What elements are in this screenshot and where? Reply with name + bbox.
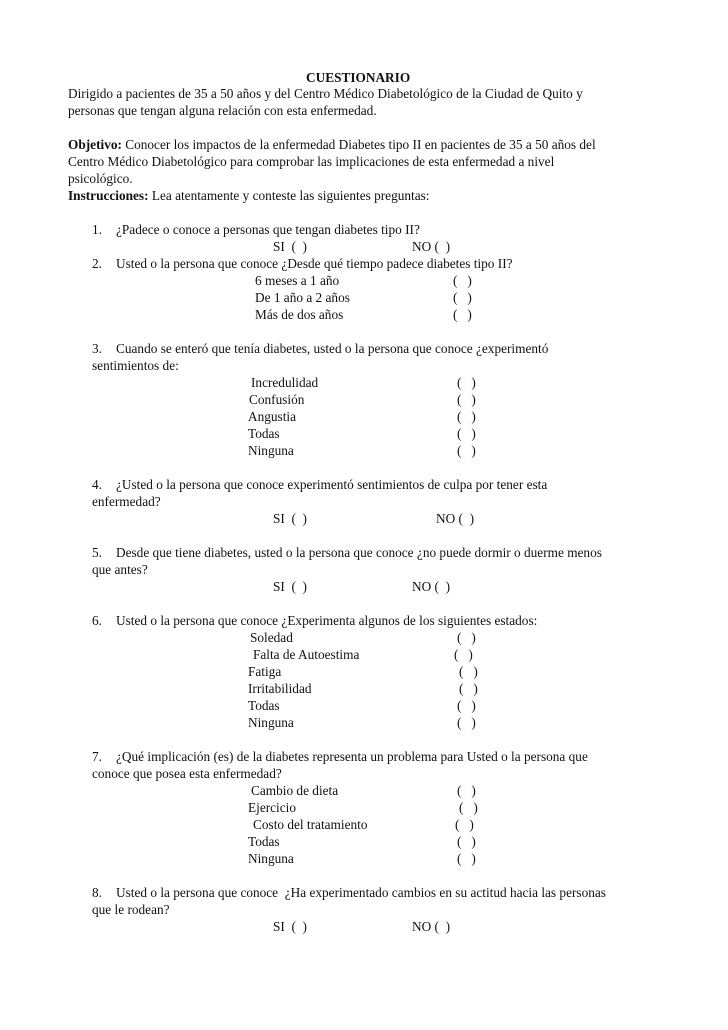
answer-si[interactable]: SI ( ) [273, 919, 307, 934]
option-label: Irritabilidad [248, 681, 312, 696]
question-3 [92, 341, 548, 357]
option-label: Todas [248, 698, 280, 713]
answer-no[interactable]: NO ( ) [412, 239, 451, 254]
question-text-cont: enfermedad? [92, 494, 161, 509]
option-checkbox[interactable]: ( ) [457, 409, 476, 424]
question-text-cont: que le rodean? [92, 902, 170, 917]
option-label: Costo del tratamiento [253, 817, 368, 832]
instructions-text: Lea atentamente y conteste las siguientes preguntas: [148, 188, 430, 203]
option-checkbox[interactable]: ( ) [457, 375, 476, 390]
question-1 [92, 222, 420, 238]
option-label: Falta de Autoestima [253, 647, 360, 662]
question-number: 7. [92, 749, 102, 764]
option-label: Ejercicio [248, 800, 296, 815]
option-label: Angustia [248, 409, 297, 424]
question-text-cont: conoce que posea esta enfermedad? [92, 766, 282, 781]
objective-line: Centro Médico Diabetológico para comprobar las implicaciones de esta enfermedad a nivel [68, 154, 555, 169]
question-text: ¿Qué implicación (es) de la diabetes representa un problema para Usted o la persona que [116, 749, 588, 764]
option-checkbox[interactable]: ( ) [453, 273, 472, 288]
question-number: 8. [92, 885, 102, 900]
question-text: Cuando se enteró que tenía diabetes, usted o la persona que conoce ¿experimentó [116, 341, 549, 356]
question-text: Usted o la persona que conoce ¿Ha experimentado cambios en su actitud hacia las personas [116, 885, 606, 900]
option-checkbox[interactable]: ( ) [457, 851, 476, 866]
question-number: 6. [92, 613, 102, 628]
question-7 [92, 749, 588, 765]
option-label: Ninguna [248, 443, 294, 458]
answer-si[interactable]: SI ( ) [273, 239, 307, 254]
option-checkbox[interactable]: ( ) [453, 290, 472, 305]
option-label: Confusión [249, 392, 305, 407]
objective-line: psicológico. [68, 171, 133, 186]
option-checkbox[interactable]: ( ) [455, 817, 474, 832]
option-checkbox[interactable]: ( ) [457, 392, 476, 407]
option-label: Ninguna [248, 851, 294, 866]
question-text: Usted o la persona que conoce ¿Desde qué tiempo padece diabetes tipo II? [116, 256, 513, 271]
instructions-label: Instrucciones: [68, 188, 149, 203]
question-8 [92, 885, 606, 901]
option-label: Fatiga [248, 664, 282, 679]
question-text: ¿Usted o la persona que conoce experimentó sentimientos de culpa por tener esta [116, 477, 548, 492]
option-label: Cambio de dieta [251, 783, 339, 798]
option-label: Todas [248, 426, 280, 441]
answer-no[interactable]: NO ( ) [412, 919, 451, 934]
option-checkbox[interactable]: ( ) [457, 834, 476, 849]
option-label: De 1 año a 2 años [255, 290, 350, 305]
question-text-cont: que antes? [92, 562, 148, 577]
question-number: 2. [92, 256, 102, 271]
objective-line [68, 137, 596, 153]
objective-label: Objetivo: [68, 137, 122, 152]
option-checkbox[interactable]: ( ) [457, 698, 476, 713]
option-label: Soledad [250, 630, 293, 645]
question-text: ¿Padece o conoce a personas que tengan diabetes tipo II? [116, 222, 420, 237]
option-checkbox[interactable]: ( ) [454, 647, 473, 662]
question-4 [92, 477, 547, 493]
option-checkbox[interactable]: ( ) [453, 307, 472, 322]
option-label: Incredulidad [251, 375, 319, 390]
option-checkbox[interactable]: ( ) [457, 783, 476, 798]
option-checkbox[interactable]: ( ) [457, 630, 476, 645]
instructions-line [68, 188, 430, 204]
intro-line: personas que tengan alguna relación con esta enfermedad. [68, 103, 377, 118]
question-number: 5. [92, 545, 102, 560]
answer-si[interactable]: SI ( ) [273, 511, 307, 526]
page-title: CUESTIONARIO [306, 70, 411, 85]
option-label: 6 meses a 1 año [255, 273, 340, 288]
question-text-cont: sentimientos de: [92, 358, 179, 373]
option-label: Ninguna [248, 715, 294, 730]
option-checkbox[interactable]: ( ) [457, 715, 476, 730]
answer-no[interactable]: NO ( ) [436, 511, 475, 526]
option-label: Más de dos años [255, 307, 344, 322]
option-checkbox[interactable]: ( ) [459, 800, 478, 815]
question-number: 3. [92, 341, 102, 356]
option-checkbox[interactable]: ( ) [457, 443, 476, 458]
option-checkbox[interactable]: ( ) [459, 681, 478, 696]
question-2 [92, 256, 513, 272]
option-checkbox[interactable]: ( ) [457, 426, 476, 441]
question-6 [92, 613, 537, 629]
objective-text: Conocer los impactos de la enfermedad Diabetes tipo II en pacientes de 35 a 50 años del [121, 137, 596, 152]
question-5 [92, 545, 602, 561]
question-number: 1. [92, 222, 102, 237]
option-checkbox[interactable]: ( ) [459, 664, 478, 679]
question-number: 4. [92, 477, 102, 492]
option-label: Todas [248, 834, 280, 849]
answer-si[interactable]: SI ( ) [273, 579, 307, 594]
answer-no[interactable]: NO ( ) [412, 579, 451, 594]
intro-line: Dirigido a pacientes de 35 a 50 años y del Centro Médico Diabetológico de la Ciudad de Quito y [68, 86, 583, 101]
question-text: Usted o la persona que conoce ¿Experimenta algunos de los siguientes estados: [116, 613, 538, 628]
question-text: Desde que tiene diabetes, usted o la persona que conoce ¿no puede dormir o duerme menos [116, 545, 602, 560]
